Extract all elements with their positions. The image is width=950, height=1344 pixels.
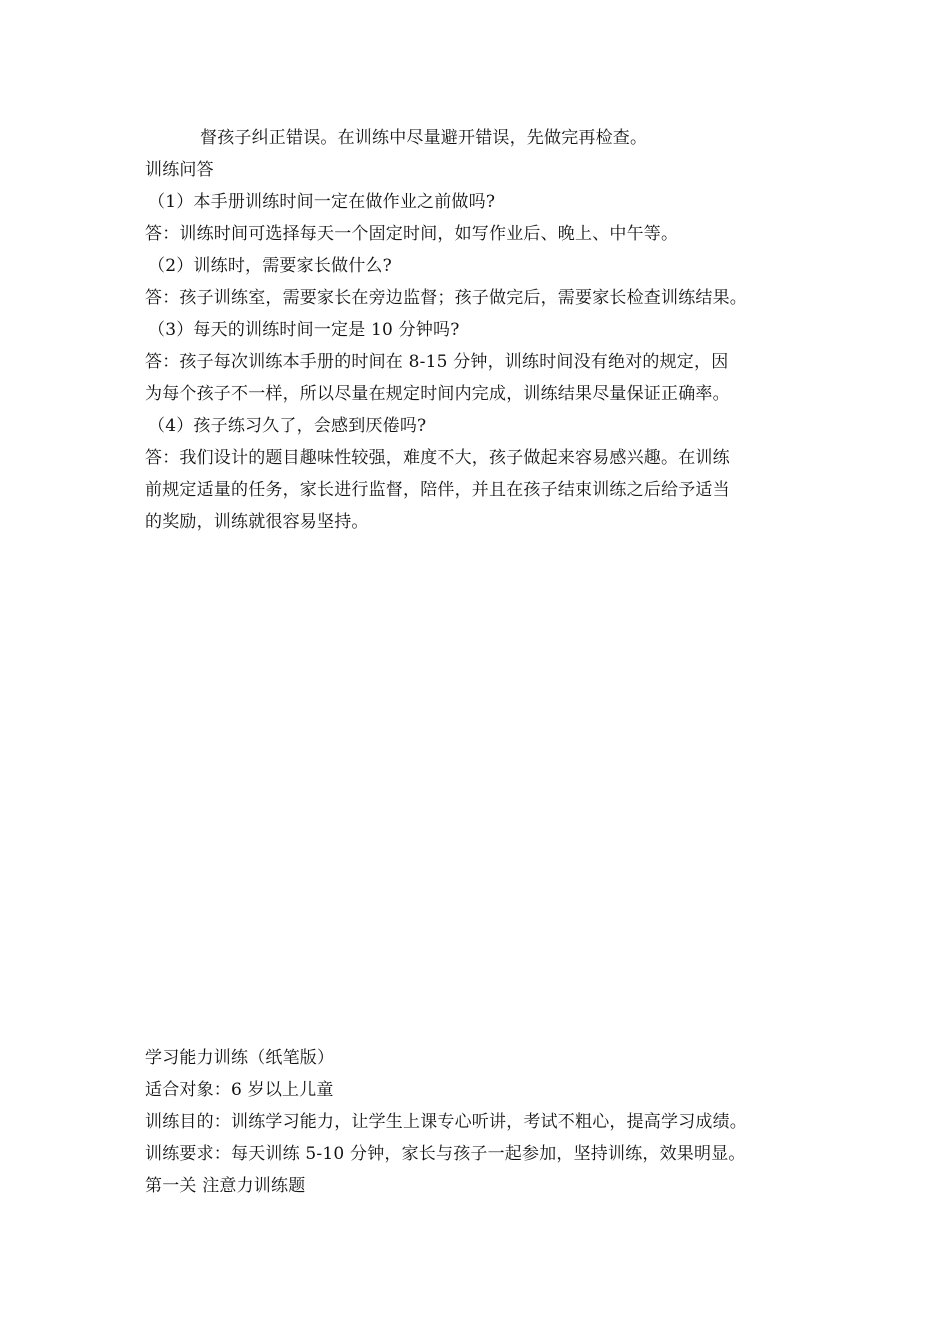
training-title: 学习能力训练（纸笔版） <box>145 1048 335 1068</box>
answer-3-line-1: 答：孩子每次训练本手册的时间在 8-15 分钟，训练时间没有绝对的规定，因 <box>145 352 729 372</box>
answer-3-line-2: 为每个孩子不一样，所以尽量在规定时间内完成，训练结果尽量保证正确率。 <box>145 384 730 404</box>
training-purpose: 训练目的：训练学习能力，让学生上课专心听讲，考试不粗心，提高学习成绩。 <box>145 1112 747 1132</box>
answer-4-line-2: 前规定适量的任务，家长进行监督，陪伴，并且在孩子结束训练之后给予适当 <box>145 480 730 500</box>
section-heading-qa: 训练问答 <box>145 160 214 180</box>
question-3: （3）每天的训练时间一定是 10 分钟吗? <box>148 320 460 340</box>
answer-2-line-1: 答：孩子训练室，需要家长在旁边监督；孩子做完后，需要家长检查训练结果。 <box>145 288 747 308</box>
answer-1-line-1: 答：训练时间可选择每天一个固定时间，如写作业后、晚上、中午等。 <box>145 224 679 244</box>
continued-paragraph-line: 督孩子纠正错误。在训练中尽量避开错误，先做完再检查。 <box>200 128 648 148</box>
question-4: （4）孩子练习久了，会感到厌倦吗? <box>148 416 427 436</box>
chapter-heading: 第一关 注意力训练题 <box>145 1176 306 1196</box>
training-audience: 适合对象：6 岁以上儿童 <box>145 1080 334 1100</box>
question-1: （1）本手册训练时间一定在做作业之前做吗? <box>148 192 496 212</box>
question-2: （2）训练时，需要家长做什么? <box>148 256 392 276</box>
answer-4-line-1: 答：我们设计的题目趣味性较强，难度不大，孩子做起来容易感兴趣。在训练 <box>145 448 730 468</box>
answer-4-line-3: 的奖励，训练就很容易坚持。 <box>145 512 369 532</box>
training-requirement: 训练要求：每天训练 5-10 分钟，家长与孩子一起参加，坚持训练，效果明显。 <box>145 1144 746 1164</box>
